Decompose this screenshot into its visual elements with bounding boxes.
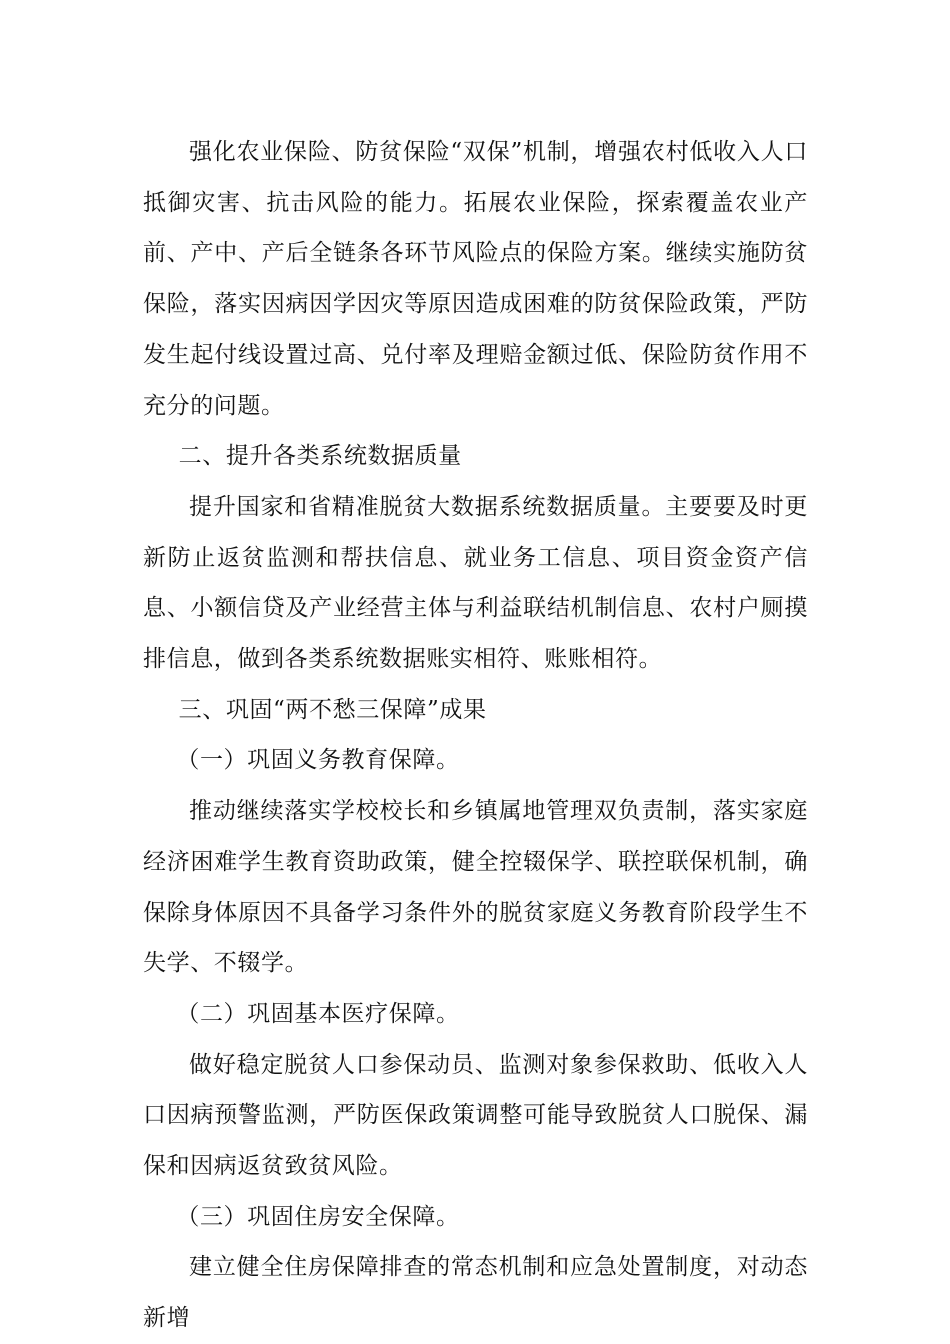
paragraph-insurance: 强化农业保险、防贫保险“双保”机制，增强农村低收入人口抵御灾害、抗击风险的能力。拓展农业保险，探索覆盖农业产前、产中、产后全链条各环节风险点的保险方案。继续实施防贫保险，落实因病因学因灾等原因造成困难的防贫保险政策，严防发生起付线设置过高、兑付率及理赔金额过低、保险防贫作用不充分的问题。	[143, 139, 808, 419]
section-heading-two-assurances: 三、巩固“两不愁三保障”成果	[178, 696, 487, 723]
subheading-housing: （三）巩固住房安全保障。	[176, 1203, 460, 1230]
paragraph-housing: 建立健全住房保障排查的常态机制和应急处置制度，对动态新增	[143, 1254, 808, 1332]
subheading-education: （一）巩固义务教育保障。	[176, 747, 460, 774]
paragraph-medical: 做好稳定脱贫人口参保动员、监测对象参保救助、低收入人口因病预警监测，严防医保政策调整可能导致脱贫人口脱保、漏保和因病返贫致贫风险。	[143, 1051, 808, 1180]
paragraph-data-quality: 提升国家和省精准脱贫大数据系统数据质量。主要要及时更新防止返贫监测和帮扶信息、就业务工信息、项目资金资产信息、小额信贷及产业经营主体与利益联结机制信息、农村户厕摸排信息，做到各类系统数据账实相符、账账相符。	[143, 493, 808, 673]
section-heading-data-quality: 二、提升各类系统数据质量	[178, 443, 462, 470]
paragraph-education: 推动继续落实学校校长和乡镇属地管理双负责制，落实家庭经济困难学生教育资助政策，健全控辍保学、联控联保机制，确保除身体原因不具备学习条件外的脱贫家庭义务教育阶段学生不失学、不辍学。	[143, 798, 808, 977]
document-body	[143, 127, 808, 1344]
subheading-medical: （二）巩固基本医疗保障。	[176, 1000, 460, 1027]
